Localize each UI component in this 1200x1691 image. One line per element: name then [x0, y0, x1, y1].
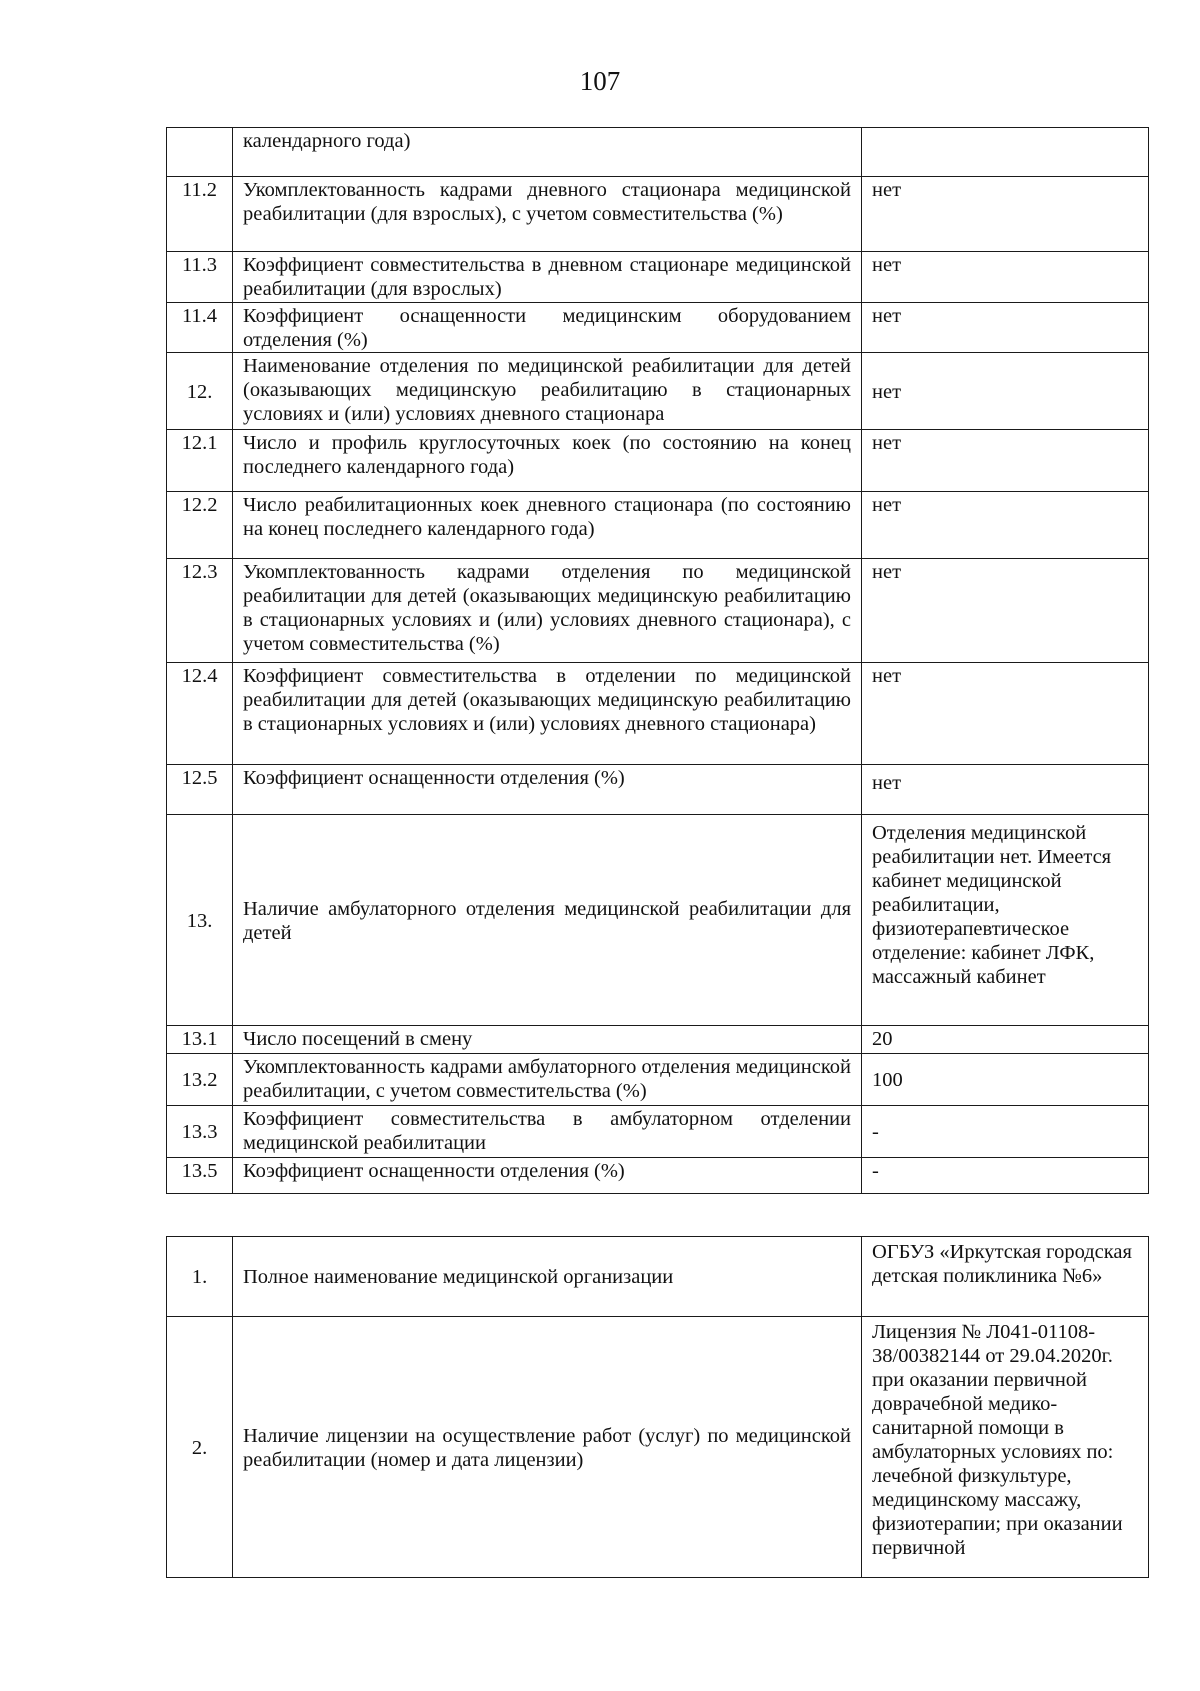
row-value: нет	[862, 252, 1149, 303]
row-description: Коэффициент оснащенности отделения (%)	[233, 1158, 862, 1194]
row-description: Коэффициент совместительства в дневном стационаре медицинской реабилитации (для взрослых)	[233, 252, 862, 303]
row-description: Число реабилитационных коек дневного стационара (по состоянию на конец последнего календарного года)	[233, 492, 862, 559]
table-row	[167, 1026, 1149, 1054]
row-number: 13.1	[167, 1026, 233, 1054]
row-value: -	[862, 1158, 1149, 1194]
table-row	[167, 128, 1149, 177]
row-number: 13.	[167, 815, 233, 1026]
row-value: нет	[862, 663, 1149, 765]
row-number: 13.3	[167, 1106, 233, 1158]
row-number: 11.4	[167, 303, 233, 353]
row-value	[862, 128, 1149, 177]
row-number: 13.2	[167, 1054, 233, 1106]
table-row	[167, 492, 1149, 559]
row-description: Коэффициент оснащенности отделения (%)	[233, 765, 862, 815]
row-number: 12.5	[167, 765, 233, 815]
row-number: 12.4	[167, 663, 233, 765]
table-row	[167, 1054, 1149, 1106]
row-description: Наличие амбулаторного отделения медицинской реабилитации для детей	[233, 815, 862, 1026]
table-row	[167, 765, 1149, 815]
row-number: 12.3	[167, 559, 233, 663]
row-description: Укомплектованность кадрами амбулаторного отделения медицинской реабилитации, с учетом совместительства (%)	[233, 1054, 862, 1106]
table-row	[167, 1237, 1149, 1317]
row-description: Число посещений в смену	[233, 1026, 862, 1054]
row-number: 11.2	[167, 177, 233, 252]
row-description: Наименование отделения по медицинской реабилитации для детей (оказывающих медицинскую реабилитацию в стационарных условиях и (или) условиях дневного стационара	[233, 353, 862, 430]
row-description: Наличие лицензии на осуществление работ (услуг) по медицинской реабилитации (номер и дата лицензии)	[233, 1317, 862, 1578]
organization-info-table	[166, 1236, 1149, 1578]
row-value: нет	[862, 353, 1149, 430]
row-description: Полное наименование медицинской организации	[233, 1237, 862, 1317]
row-value: -	[862, 1106, 1149, 1158]
table-row	[167, 1158, 1149, 1194]
row-description: Коэффициент оснащенности медицинским оборудованием отделения (%)	[233, 303, 862, 353]
row-number: 1.	[167, 1237, 233, 1317]
table-row	[167, 559, 1149, 663]
row-number: 12.1	[167, 430, 233, 492]
row-value: нет	[862, 430, 1149, 492]
row-value: ОГБУЗ «Иркутская городская детская поликлиника №6»	[862, 1237, 1149, 1317]
row-value: нет	[862, 177, 1149, 252]
table-row	[167, 303, 1149, 353]
row-value: Отделения медицинской реабилитации нет. Имеется кабинет медицинской реабилитации, физиотерапевтическое отделение: кабинет ЛФК, массажный кабинет	[862, 815, 1149, 1026]
row-value: нет	[862, 765, 1149, 815]
row-value: 100	[862, 1054, 1149, 1106]
table-row	[167, 252, 1149, 303]
table-row	[167, 177, 1149, 252]
row-value: нет	[862, 559, 1149, 663]
row-value: нет	[862, 303, 1149, 353]
table-row	[167, 1106, 1149, 1158]
row-description: Укомплектованность кадрами дневного стационара медицинской реабилитации (для взрослых), с учетом совместительства (%)	[233, 177, 862, 252]
row-number: 12.	[167, 353, 233, 430]
row-value: Лицензия № Л041-01108-38/00382144 от 29.04.2020г. при оказании первичной доврачебной медико-санитарной помощи в амбулаторных условиях по: лечебной физкультуре, медицинскому массажу, физиотерапии; при оказании первичной	[862, 1317, 1149, 1578]
row-description: Укомплектованность кадрами отделения по медицинской реабилитации для детей (оказывающих медицинскую реабилитацию в стационарных условиях и (или) условиях дневного стационара), с учетом совместительства (%)	[233, 559, 862, 663]
table-row	[167, 815, 1149, 1026]
row-description: Коэффициент совместительства в отделении по медицинской реабилитации для детей (оказывающих медицинскую реабилитацию в стационарных условиях и (или) условиях дневного стационара)	[233, 663, 862, 765]
row-description: календарного года)	[233, 128, 862, 177]
row-description: Число и профиль круглосуточных коек (по состоянию на конец последнего календарного года)	[233, 430, 862, 492]
table-row	[167, 1317, 1149, 1578]
row-number: 2.	[167, 1317, 233, 1578]
row-value: 20	[862, 1026, 1149, 1054]
row-value: нет	[862, 492, 1149, 559]
rehabilitation-indicators-table	[166, 127, 1149, 1194]
row-number: 12.2	[167, 492, 233, 559]
row-number	[167, 128, 233, 177]
table-row	[167, 663, 1149, 765]
row-number: 13.5	[167, 1158, 233, 1194]
row-description: Коэффициент совместительства в амбулаторном отделении медицинской реабилитации	[233, 1106, 862, 1158]
table-row	[167, 430, 1149, 492]
table-row	[167, 353, 1149, 430]
page-number: 107	[579, 66, 621, 96]
row-number: 11.3	[167, 252, 233, 303]
